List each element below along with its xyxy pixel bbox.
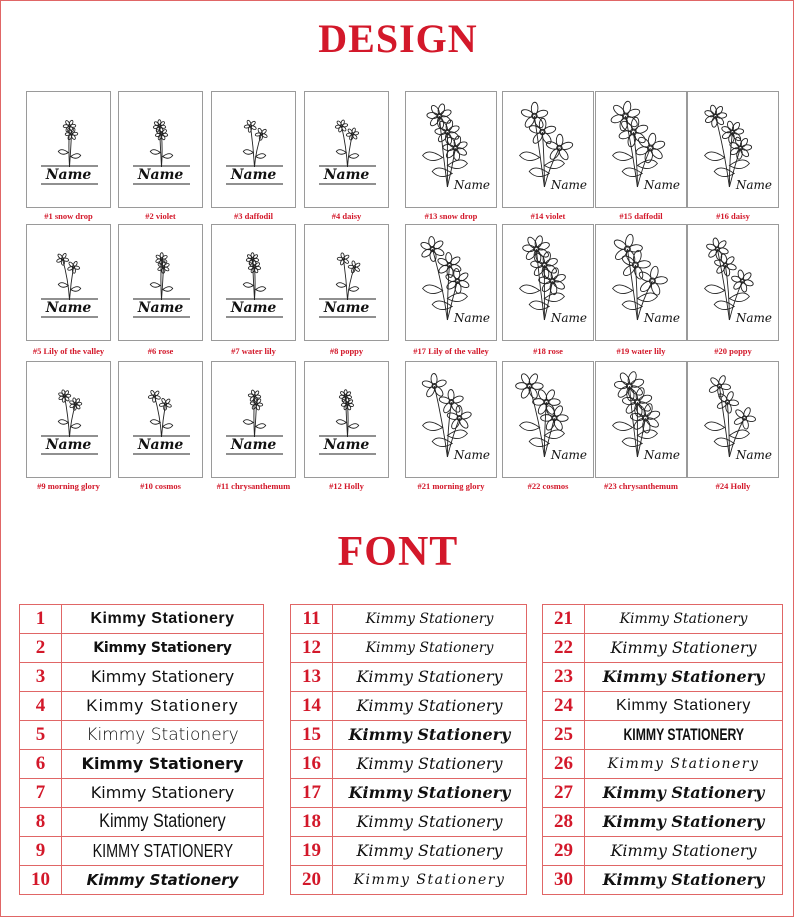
font-row[interactable] [543,750,783,779]
design-caption: #21 morning glory [417,481,485,491]
font-row[interactable] [20,692,264,721]
font-number: 20 [291,866,333,895]
font-sample-cell [585,808,783,837]
font-row[interactable] [543,779,783,808]
font-number: 21 [543,605,585,634]
font-sample-cell [585,750,783,779]
design-caption: #8 poppy [329,346,364,356]
font-sample: Kimmy Stationery [348,783,511,802]
font-sample: Kimmy Stationery [99,811,226,832]
name-placeholder: Name [453,178,490,192]
design-caption: #5 Lily of the valley [32,346,105,356]
design-caption: #1 snow drop [44,211,93,221]
font-sample: Kimmy Stationery [602,870,765,889]
name-placeholder: Name [735,448,772,462]
design-caption: #20 poppy [714,346,752,356]
design-caption: #11 chrysanthemum [216,481,291,491]
name-placeholder: Name [643,311,680,325]
flower-illustration [119,225,204,342]
font-table [542,604,783,895]
font-sample: KIMMY STATIONERY [623,725,744,744]
name-placeholder: Name [550,448,587,462]
font-sample-cell [585,605,783,634]
design-card[interactable] [502,361,594,478]
font-sample: Kimmy Stationery [90,783,235,802]
font-row[interactable] [291,750,527,779]
font-row[interactable] [291,634,527,663]
font-row[interactable] [291,866,527,895]
font-sample-cell [333,692,527,721]
design-card[interactable] [687,91,779,208]
name-placeholder: Name [45,300,92,316]
font-number: 17 [291,779,333,808]
font-sample: Kimmy Stationery [607,756,760,772]
font-number: 25 [543,721,585,750]
flower-illustration [119,92,204,209]
font-number: 9 [20,837,62,866]
design-card[interactable] [304,224,389,341]
font-sample-cell [333,779,527,808]
font-row[interactable] [291,721,527,750]
flower-illustration [212,225,297,342]
design-caption: #4 daisy [331,211,362,221]
font-sample: Kimmy Stationery [86,870,239,889]
font-heading: FONT [337,529,459,575]
font-number: 27 [543,779,585,808]
font-sample: Kimmy Stationery [610,638,757,657]
design-card[interactable] [687,361,779,478]
font-sample-cell [62,634,264,663]
font-sample-cell [585,866,783,895]
design-card[interactable] [595,361,687,478]
font-row[interactable] [543,692,783,721]
font-row[interactable] [543,634,783,663]
design-caption: #3 daffodil [234,211,273,221]
font-row[interactable] [20,837,264,866]
font-row[interactable] [543,808,783,837]
font-row[interactable] [543,866,783,895]
font-number: 4 [20,692,62,721]
font-sample-cell [333,750,527,779]
font-sample-cell [585,663,783,692]
name-placeholder: Name [137,300,184,316]
design-caption: #22 cosmos [527,481,569,491]
design-card[interactable] [118,91,203,208]
font-number: 15 [291,721,333,750]
font-number: 3 [20,663,62,692]
design-caption: #9 morning glory [37,481,100,491]
font-sample-cell [62,866,264,895]
font-row[interactable] [20,866,264,895]
font-number: 23 [543,663,585,692]
font-number: 8 [20,808,62,837]
design-card[interactable] [26,91,111,208]
font-sample: Kimmy Stationery [610,841,757,860]
font-row[interactable] [291,808,527,837]
font-sample-cell [333,605,527,634]
font-number: 7 [20,779,62,808]
name-placeholder: Name [550,178,587,192]
font-sample-cell [62,692,264,721]
font-sample: Kimmy Stationery [86,696,239,715]
design-card[interactable] [595,224,687,341]
font-number: 12 [291,634,333,663]
name-placeholder: Name [323,300,370,316]
name-placeholder: Name [45,167,92,183]
font-sample: Kimmy Stationery [356,696,503,715]
font-sample-cell [585,721,783,750]
font-sample: Kimmy Stationery [356,812,503,831]
font-number: 6 [20,750,62,779]
font-sample-cell [585,837,783,866]
name-placeholder: Name [453,448,490,462]
design-card[interactable] [304,91,389,208]
font-number: 26 [543,750,585,779]
font-row[interactable] [543,605,783,634]
font-number: 19 [291,837,333,866]
design-card[interactable] [687,224,779,341]
name-placeholder: Name [550,311,587,325]
font-number: 11 [291,605,333,634]
design-caption: #6 rose [147,346,174,356]
design-heading: DESIGN [318,16,478,61]
flower-illustration [305,362,390,479]
font-sample-cell [333,837,527,866]
font-sample-cell [62,605,264,634]
font-sample: Kimmy Stationery [90,667,235,686]
design-card[interactable] [502,224,594,341]
design-caption: #24 Holly [715,481,751,491]
font-sample-cell [333,663,527,692]
design-card[interactable] [211,361,296,478]
font-sample-cell [333,808,527,837]
font-sample: Kimmy Stationery [348,725,511,744]
font-sample: Kimmy Stationery [619,611,748,627]
flower-illustration [27,92,112,209]
name-placeholder: Name [230,437,277,453]
design-caption: #13 snow drop [424,211,478,221]
font-number: 5 [20,721,62,750]
font-number: 10 [20,866,62,895]
font-sample-cell [585,779,783,808]
font-sample: KIMMY STATIONERY [92,840,233,861]
design-card[interactable] [405,361,497,478]
font-sample: Kimmy Stationery [353,872,506,888]
name-placeholder: Name [643,178,680,192]
font-sample-cell [62,750,264,779]
flower-illustration [305,92,390,209]
font-row[interactable] [543,837,783,866]
font-number: 24 [543,692,585,721]
font-sample: Kimmy Stationery [602,667,765,686]
flower-illustration [27,225,112,342]
font-number: 14 [291,692,333,721]
font-sample: Kimmy Stationery [356,754,503,773]
flower-illustration [27,362,112,479]
name-placeholder: Name [230,167,277,183]
design-card[interactable] [118,224,203,341]
font-sample-cell [62,808,264,837]
name-placeholder: Name [643,448,680,462]
name-placeholder: Name [735,311,772,325]
name-placeholder: Name [323,437,370,453]
font-table [19,604,264,895]
font-sample-cell [585,634,783,663]
design-card[interactable] [26,361,111,478]
design-caption: #7 water lily [231,346,276,356]
design-caption: #19 water lily [616,346,666,356]
font-sample: Kimmy Stationery [90,610,235,627]
name-placeholder: Name [323,167,370,183]
flower-illustration [212,92,297,209]
font-row[interactable] [291,605,527,634]
font-row[interactable] [20,808,264,837]
font-row[interactable] [543,663,783,692]
design-card[interactable] [502,91,594,208]
font-table [290,604,527,895]
design-card[interactable] [211,91,296,208]
font-sample-cell [62,779,264,808]
font-row[interactable] [291,663,527,692]
design-caption: #23 chrysanthemum [604,481,678,491]
name-placeholder: Name [230,300,277,316]
design-caption: #15 daffodil [619,211,663,221]
font-row[interactable] [291,779,527,808]
font-number: 22 [543,634,585,663]
font-sample-cell [62,837,264,866]
name-placeholder: Name [137,167,184,183]
design-card[interactable] [118,361,203,478]
font-row[interactable] [543,721,783,750]
font-sample: Kimmy Stationery [365,611,494,627]
font-sample-cell [333,634,527,663]
font-number: 16 [291,750,333,779]
font-row[interactable] [20,663,264,692]
name-placeholder: Name [137,437,184,453]
design-card[interactable] [304,361,389,478]
font-sample-cell [585,692,783,721]
design-caption: #12 Holly [329,481,364,491]
font-number: 18 [291,808,333,837]
design-caption: #16 daisy [716,211,750,221]
name-placeholder: Name [453,311,490,325]
font-sample: Kimmy Stationery [81,754,244,773]
font-number: 30 [543,866,585,895]
font-sample-cell [333,866,527,895]
font-number: 1 [20,605,62,634]
font-sample: Kimmy Stationery [602,812,765,831]
font-number: 13 [291,663,333,692]
name-placeholder: Name [735,178,772,192]
font-number: 28 [543,808,585,837]
design-card[interactable] [405,91,497,208]
design-caption: #2 violet [145,211,176,221]
design-card[interactable] [211,224,296,341]
font-sample: Kimmy Stationery [356,841,503,860]
font-number: 29 [543,837,585,866]
font-sample-cell [62,721,264,750]
font-sample-cell [62,663,264,692]
design-card[interactable] [405,224,497,341]
font-sample: Kimmy Stationery [356,667,503,686]
font-number: 2 [20,634,62,663]
font-row[interactable] [291,837,527,866]
font-row[interactable] [20,750,264,779]
font-row[interactable] [291,692,527,721]
flower-illustration [119,362,204,479]
name-placeholder: Name [45,437,92,453]
font-row[interactable] [20,605,264,634]
font-row[interactable] [20,721,264,750]
font-row[interactable] [20,634,264,663]
design-card[interactable] [595,91,687,208]
font-sample: Kimmy Stationery [616,697,751,714]
font-sample: Kimmy Stationery [93,640,232,656]
design-caption: #14 violet [530,211,566,221]
font-sample: Kimmy Stationery [365,640,494,656]
design-caption: #10 cosmos [140,481,181,491]
font-sample: Kimmy Stationery [602,783,765,802]
flower-illustration [212,362,297,479]
font-sample: Kimmy Stationery [86,725,239,745]
design-card[interactable] [26,224,111,341]
design-caption: #18 rose [533,346,563,356]
font-row[interactable] [20,779,264,808]
font-sample-cell [333,721,527,750]
design-caption: #17 Lily of the valley [413,346,489,356]
flower-illustration [305,225,390,342]
